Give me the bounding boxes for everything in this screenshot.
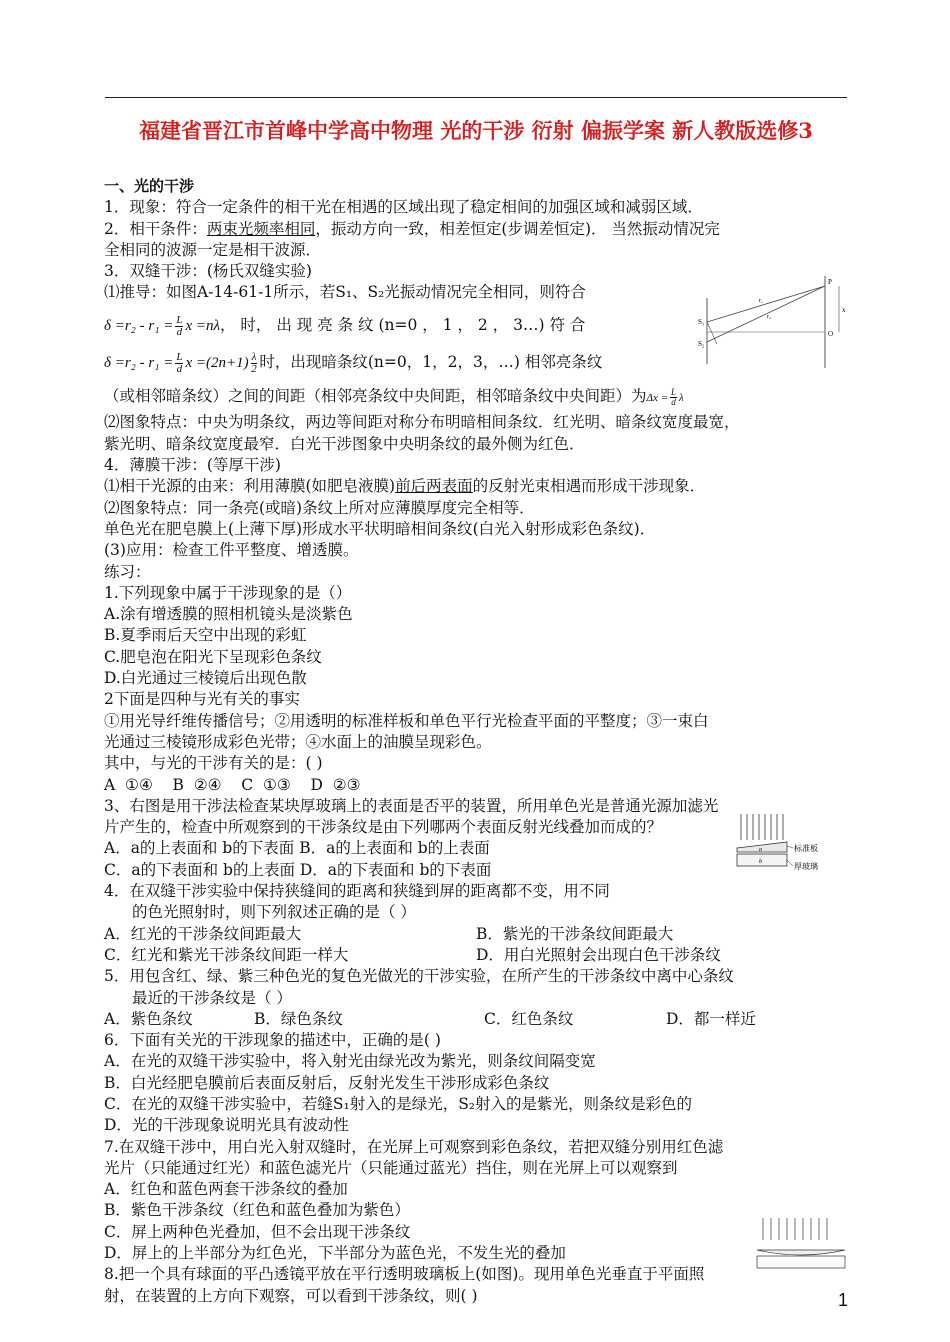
standard-plate [737,842,787,852]
option: A．紫色条纹 [104,1009,193,1028]
underlined-term: 前后两表面 [395,477,473,496]
formula-line: δ =r₂ - r₁ = $\frac{L}{d}$ x =(2n+1) $\frac{\lambda}{2}$ 时，出现暗条纹(n=0，1，2，3，…) 相邻亮条纹 [104,350,603,375]
paragraph: 紫光明、暗条纹宽度最窄．白光干涉图象中央明条纹的最外侧为红色． [104,434,585,453]
question: 1.下列现象中属于干涉现象的是（） [104,583,352,602]
question: 6．下面有关光的干涉现象的描述中，正确的是( ) [104,1031,441,1050]
ray-r2 [707,286,825,342]
paragraph: ①用光导纤维传播信号；②用透明的标准样板和单色平行光检查平面的平整度；③一束白 [104,711,709,730]
option: A．红色和蓝色两套干涉条纹的叠加 [104,1180,348,1199]
option: B．白光经肥皂膜前后表面反射后，反射光发生干涉形成彩色条纹 [104,1073,550,1092]
paragraph: 光通过三棱镜形成彩色光带；④水面上的油膜呈现彩色。 [104,732,492,751]
option: C.肥皂泡在阳光下呈现彩色条纹 [104,647,322,666]
ray-r1 [707,286,825,322]
option: B．绿色条纹 [254,1009,343,1028]
paragraph: 其中，与光的干涉有关的是：( ) [104,754,323,773]
question: 8.把一个具有球面的平凸透镜平放在平行透明玻璃板上(如图)。现用单色光垂直于平面照 [104,1265,705,1284]
paragraph: （或相邻暗条纹）之间的间距（相邻亮条纹中央间距，相邻暗条纹中央间距）为Δx = $\frac{L}{d}$ λ [104,386,684,407]
paragraph: 射，在装置的上方向下观察，可以看到干涉条纹，则( ) [104,1286,478,1305]
paragraph: 3．双缝干涉：(杨氏双缝实验) [104,262,312,281]
option: D．屏上的上半部分为红色光，下半部分为蓝色光，不发生光的叠加 [104,1244,566,1263]
label-thick-glass: 厚玻璃 [794,862,818,871]
paragraph: ⑴相干光源的由来：利用薄膜(如肥皂液膜)前后两表面的反射光束相遇而形成干涉现象． [104,477,706,496]
header-rule [105,97,847,98]
fraction: $\frac{L}{d}$ [176,313,183,338]
option: A.涂有增透膜的照相机镜头是淡紫色 [104,605,353,624]
paragraph: 2．相干条件：两束光频率相同，振动方向一致，相差恒定(步调差恒定)． 当然振动情况完 [104,219,720,238]
label-b: b [759,859,762,865]
section-heading: 一、光的干涉 [104,177,195,195]
paragraph: ⑴推导：如图A-14-61-1所示，若S₁、S₂光振动情况完全相同，则符合 [104,283,586,302]
newton-rings-diagram [755,1216,849,1274]
label-p: P [828,278,832,286]
paragraph: 片产生的，检查中所观察到的干涉条纹是由下列哪两个表面反射光线叠加而成的？ [104,818,663,837]
options-row [104,1009,849,1030]
option: D．用白光照射会出现白色干涉条纹 [476,945,721,964]
option: D．光的干涉现象说明光具有波动性 [104,1116,349,1135]
formula-line: δ =r₂ - r₁ = $\frac{L}{d}$ x =nλ， 时， 出 现 亮 条 纹 (n=0 ， 1 ， 2 ， 3…) 符 合 [104,313,586,338]
option: C．在光的双缝干涉实验中，若缝S₁射入的是绿光，S₂射入的是紫光，则条纹是彩色的 [104,1094,693,1113]
paragraph: 全相同的波源一定是相干波源． [104,240,322,259]
label-r2: r₂ [767,314,772,320]
document-title: 福建省晋江市首峰中学高中物理 光的干涉 衍射 偏振学案 新人教版选修3 [139,118,813,143]
option: B.夏季雨后天空中出现的彩虹 [104,626,307,645]
paragraph: 1．现象：符合一定条件的相干光在相遇的区域出现了稳定相间的加强区域和减弱区域． [104,198,703,217]
page-number: 1 [838,1290,849,1310]
glass-plate [757,1256,845,1268]
label-s1: S₁ [698,318,705,326]
label-o: O [828,330,834,338]
paragraph: ⑵图象特点：同一条亮(或暗)条纹上所对应薄膜厚度完全相等． [104,498,535,517]
plano-convex-lens [757,1250,845,1255]
option: D.白光通过三棱镜后出现色散 [104,669,307,688]
paragraph: 4．薄膜干涉：(等厚干涉) [104,456,281,475]
option: C．屏上两种色光叠加，但不会出现干涉条纹 [104,1222,411,1241]
thick-glass [737,854,787,866]
paragraph: 的色光照射时，则下列叙述正确的是（ ） [132,903,416,922]
option: A．红光的干涉条纹间距最大 [104,924,302,943]
underlined-term: 两束光频率相同 [206,219,316,238]
options-row: A ①④ B ②④ C ①③ D ②③ [104,775,361,794]
label-x: x [842,306,846,314]
options-row [104,945,849,966]
option: C．a的下表面和 b的上表面 D．a的下表面和 b的下表面 [104,860,492,879]
fraction: $\frac{L}{d}$ [671,386,677,407]
fraction: $\frac{L}{d}$ [176,350,183,375]
incident-light-rays [741,814,783,840]
option: A．在光的双缝干涉实验中，将入射光由绿光改为紫光，则条纹间隔变宽 [104,1052,596,1071]
paragraph: 最近的干涉条纹是（ ） [132,988,292,1007]
question: 7.在双缝干涉中，用白光入射双缝时，在光屏上可观察到彩色条纹，若把双缝分别用红色滤 [104,1137,724,1156]
options-row [104,924,849,945]
flatness-check-diagram [735,812,847,880]
label-standard-plate: 标准板 [794,844,818,853]
option: B．紫光的干涉条纹间距最大 [476,924,674,943]
label-s2: S₂ [698,340,705,348]
paragraph: ⑵图象特点：中央为明条纹，两边等间距对称分布明暗相间条纹．红光明、暗条纹宽度最宽， [104,413,740,432]
question: 5．用包含红、绿、紫三种色光的复色光做光的干涉实验，在所产生的干涉条纹中离中心条纹 [104,967,734,986]
paragraph: 光片（只能通过红光）和蓝色滤光片（只能通过蓝光）挡住，则在光屏上可以观察到 [104,1158,678,1177]
incident-light-rays [763,1218,827,1240]
paragraph: 练习： [104,562,151,581]
question: 4．在双缝干涉实验中保持狭缝间的距离和狭缝到屏的距离都不变，用不同 [104,882,610,901]
label-a: a [759,847,762,853]
label-r1: r₁ [759,298,764,304]
option: A．a的上表面和 b的下表面 B．a的上表面和 b的上表面 [104,839,490,858]
paragraph: (3)应用：检查工件平整度、增透膜。 [104,541,359,560]
option: C．红色条纹 [484,1009,574,1028]
question: 2下面是四种与光有关的事实 [104,690,300,709]
option: D．都一样近 [666,1009,756,1028]
option: B．紫色干涉条纹（红色和蓝色叠加为紫色） [104,1201,410,1220]
question: 3、右图是用干涉法检查某块厚玻璃上的表面是否平的装置，所用单色光是普通光源加滤光 [104,796,719,815]
fraction: $\frac{\lambda}{2}$ [251,350,257,375]
double-slit-diagram [697,272,849,372]
option: C．红光和紫光干涉条纹间距一样大 [104,945,349,964]
path-diff-line [707,322,717,344]
paragraph: 单色光在肥皂膜上(上薄下厚)形成水平状明暗相间条纹(白光入射形成彩色条纹)． [104,519,656,538]
